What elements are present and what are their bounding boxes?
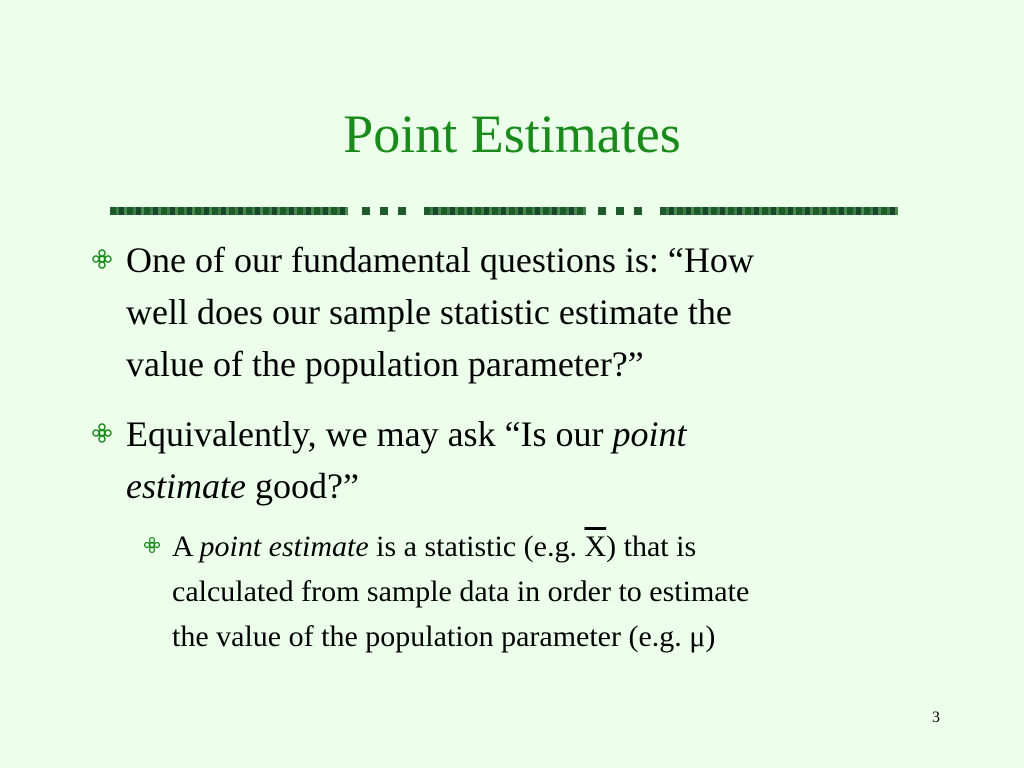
bullet-2 <box>126 408 687 512</box>
bullet-2-text: Equivalently, we may ask “Is our <box>126 414 613 454</box>
bullet-1-line-3: value of the population parameter?” <box>126 344 644 384</box>
bullet-1-line-2: well does our sample statistic estimate the <box>126 292 732 332</box>
bullet-1 <box>126 234 754 390</box>
sub-bullet-1-line-1 <box>172 524 749 569</box>
sub-bullet-1 <box>172 524 749 659</box>
page-number: 3 <box>932 709 940 726</box>
slide-title: Point Estimates <box>343 104 681 164</box>
bullet-2-italic: estimate <box>126 466 246 506</box>
sub-bullet-text: A <box>172 530 200 563</box>
bullet-1-line-1: One of our fundamental questions is: “How <box>126 240 754 280</box>
bullet-2-text: good?” <box>245 466 359 506</box>
bullet-2-line-1 <box>126 408 687 460</box>
sub-bullet-text: is a statistic (e.g. <box>368 530 585 563</box>
flower-bullet-icon <box>91 422 113 444</box>
sub-bullet-text: ) that is <box>606 530 697 563</box>
bullet-2-line-2 <box>126 460 687 512</box>
flower-bullet-icon <box>91 248 113 270</box>
sub-bullet-1-line-2: calculated from sample data in order to estimate <box>172 575 750 608</box>
sub-bullet-1-line-3: the value of the population parameter (e.g. μ) <box>172 620 716 653</box>
flower-bullet-icon <box>143 536 161 554</box>
sub-bullet-italic: point estimate <box>199 530 369 563</box>
bullet-2-italic: point <box>612 414 687 454</box>
x-bar-symbol: $\overline{X}$ <box>584 530 607 563</box>
